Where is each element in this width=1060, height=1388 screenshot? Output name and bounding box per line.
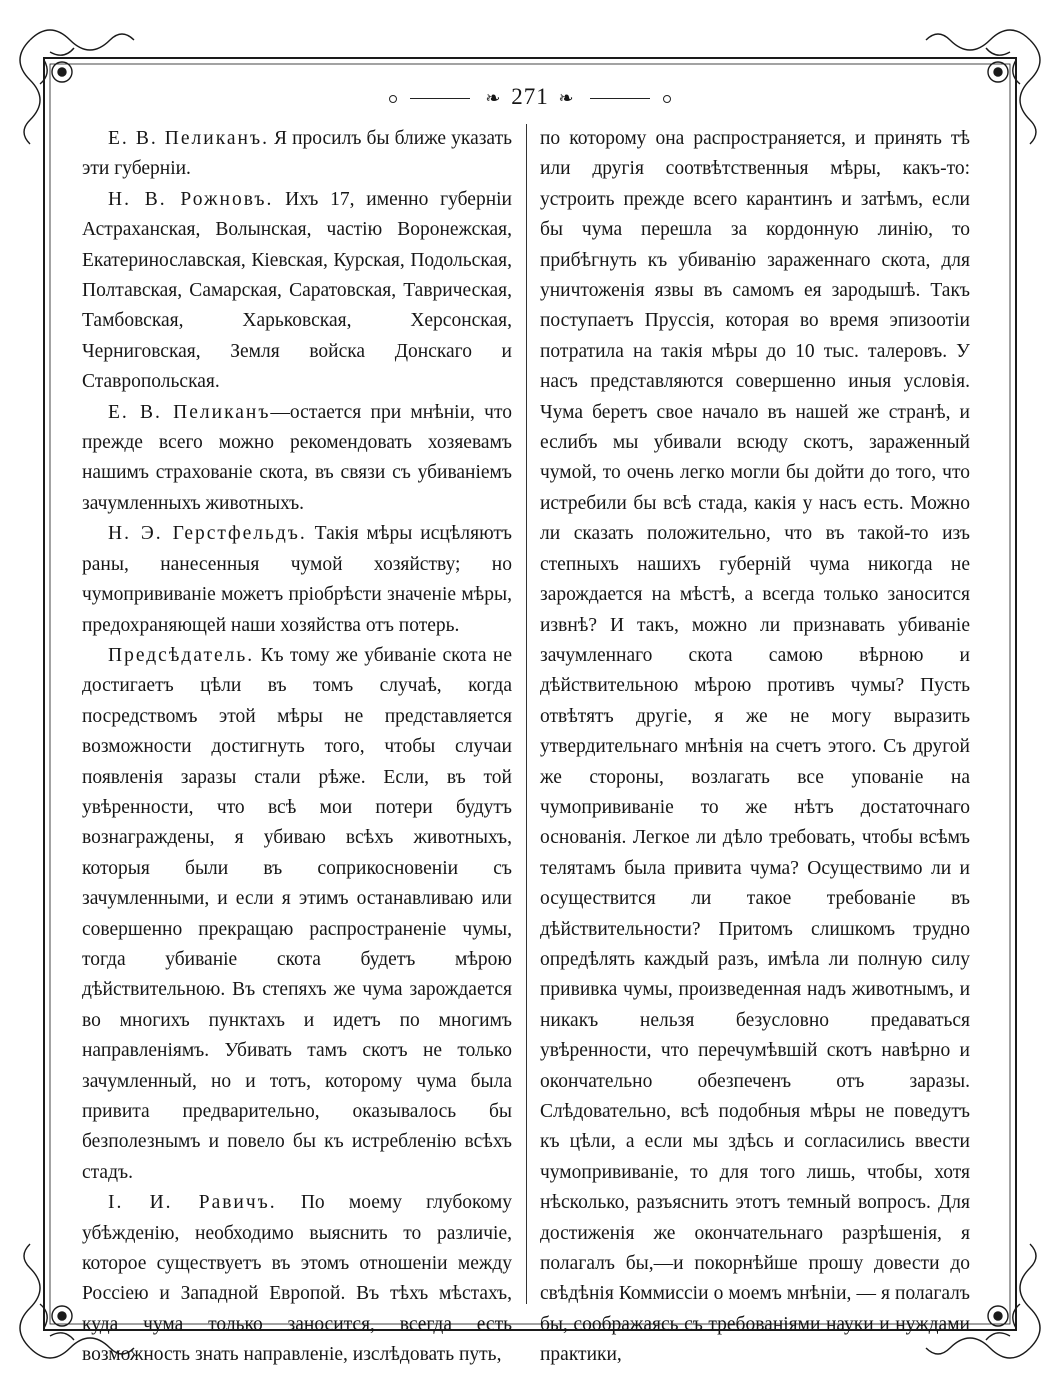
paragraph-text: Такія мѣры исцѣляютъ раны, нанесенныя чумой хозяйству; но чумопрививаніе можетъ пріобрѣсти значеніе мѣры, предохраняющей наши хозяйства отъ потерь.	[82, 523, 513, 636]
paragraph-text: Къ тому же убиваніе скота не достигаетъ цѣли въ томъ случаѣ, когда посредствомъ этой мѣры не представляется возможности достигнуть того, чтобы случаи появленія заразы стали рѣже. Если, въ той увѣренности, что всѣ мои потери будутъ вознаграждены, я убиваю всѣхъ животныхъ, которыя были въ соприкосновеніи съ зачумленными, и если я этимъ останавливаю или совершенно прекращаю распространеніе чумы, тогда убиваніе скота будетъ мѣрою дѣйствительною. Въ степяхъ же чума зарождается во многихъ пунктахъ и идетъ по многимъ направленіямъ. Убивать тамъ скотъ не только зачумленный, но и тотъ, которому чума была привита предварительно, оказывалось бы безполезнымъ и повело бы къ истребленію всѣхъ стадъ.	[82, 644, 512, 1183]
ornament-scroll-icon: ❧	[485, 88, 502, 109]
paragraph	[82, 1188, 512, 1370]
column-divider	[526, 124, 527, 1304]
paragraph	[82, 124, 512, 185]
ornament-rule	[410, 98, 470, 99]
paragraph-continued: по которому она распространяется, и принять тѣ или другія соотвѣтственныя мѣры, какъ-то: устроить прежде всего карантинъ и затѣмъ, если бы чума перешла за кордонную линію, то прибѣгнуть къ убиванію зараженнаго скота, для уничтоженія язвы въ самомъ ея зародышѣ. Такъ поступаетъ Пруссія, которая во время эпизоотіи потратила на такія мѣры до 10 тыс. талеровъ. У насъ представляются совершенно иныя условія. Чума беретъ свое начало въ нашей же странѣ, и еслибъ мы убивали всюду скотъ, зараженный чумой, то очень легко могли бы дойти до того, что истребили бы всѣ стада, какія у насъ есть. Можно ли сказать положительно, что въ такой-то изъ степныхъ нашихъ губерній чума никогда не зарождается на мѣстѣ, а всегда только заносится извнѣ? И такъ, можно ли признавать убиваніе зачумленнаго скота самою вѣрною и дѣйствительною мѣрою противъ чумы? Пусть отвѣтятъ другіе, я же не могу выразить утвердительнаго мнѣнія на счетъ этого. Съ другой же стороны, возлагать все упованіе на чумопрививаніе то же нѣтъ достаточнаго основанія. Легкое ли дѣло требовать, чтобы всѣмъ телятамъ была привита чума? Осуществимо ли и осуществится ли такое требованіе въ дѣйствительности? Притомъ слишкомъ трудно опредѣлять каждый разъ, имѣла ли полную силу прививка чумы, произведенная надъ животнымъ, и никакъ нельзя безусловно предаваться увѣренности, что перечумѣвшій скотъ навѣрно и окончательно обезпеченъ отъ заразы. Слѣдовательно, всѣ подобныя мѣры не поведутъ къ цѣли, а если мы здѣсь и согласились ввести чумопрививаніе, то для того лишь, чтобы, хотя нѣсколько, разъяснить этотъ темный вопросъ. Для достиженія же окончательнаго разрѣшенія, я полагалъ бы,—и покорнѣйше прошу довести до свѣдѣнія Коммиссіи о моемъ мнѣніи, — я полагалъ бы, соображаясь съ требованіями науки и нуждами практики,	[540, 128, 970, 1366]
page-number: 271	[511, 84, 549, 109]
paragraph	[82, 519, 512, 641]
page-number-header	[0, 84, 1060, 110]
right-column	[540, 124, 970, 1371]
paragraph-text: Ихъ 17, именно губерніи Астраханская, Волынская, частію Воронежская, Екатеринославская, Кіевская, Курская, Подольская, Полтавская, Самарская, Саратовская, Таврическая, Тамбовская, Харьковская, Херсонская, Черниговская, Земля войска Донскаго и Ставропольская.	[82, 188, 512, 393]
speaker-name: Н. Э. Герстфельдъ.	[108, 523, 307, 545]
left-column	[82, 124, 512, 1371]
ornament-rule	[590, 98, 650, 99]
ornament-dot-icon	[389, 95, 397, 103]
ornament-dot-icon	[663, 95, 671, 103]
speaker-name: Н. В. Рожновъ.	[108, 188, 274, 210]
ornament-scroll-icon: ❧	[558, 88, 575, 109]
speaker-name: І. И. Равичъ.	[108, 1192, 277, 1214]
speaker-name: Е. В. Пеликанъ.	[108, 128, 269, 149]
speaker-name: Предсѣдатель.	[108, 644, 255, 666]
paragraph	[82, 398, 512, 520]
paragraph-text: —остается при мнѣніи, что прежде всего можно рекомендовать хозяевамъ нашимъ страхованіе скота, въ связи съ убиваніемъ зачумленныхъ животныхъ.	[82, 401, 512, 514]
paragraph-text: По моему глубокому убѣжденію, необходимо выяснить то различіе, которое существуетъ въ этомъ отношеніи между Россіею и Западной Европой. Въ тѣхъ мѣстахъ, куда чума только заносится, всегда есть возможность знать направленіе, изслѣдовать путь,	[82, 1192, 513, 1366]
paragraph-text: Я просилъ бы ближе указать эти губерніи.	[82, 128, 512, 180]
paragraph	[82, 185, 512, 398]
speaker-name: Е. В. Пеликанъ	[108, 401, 271, 423]
paragraph	[82, 641, 512, 1188]
